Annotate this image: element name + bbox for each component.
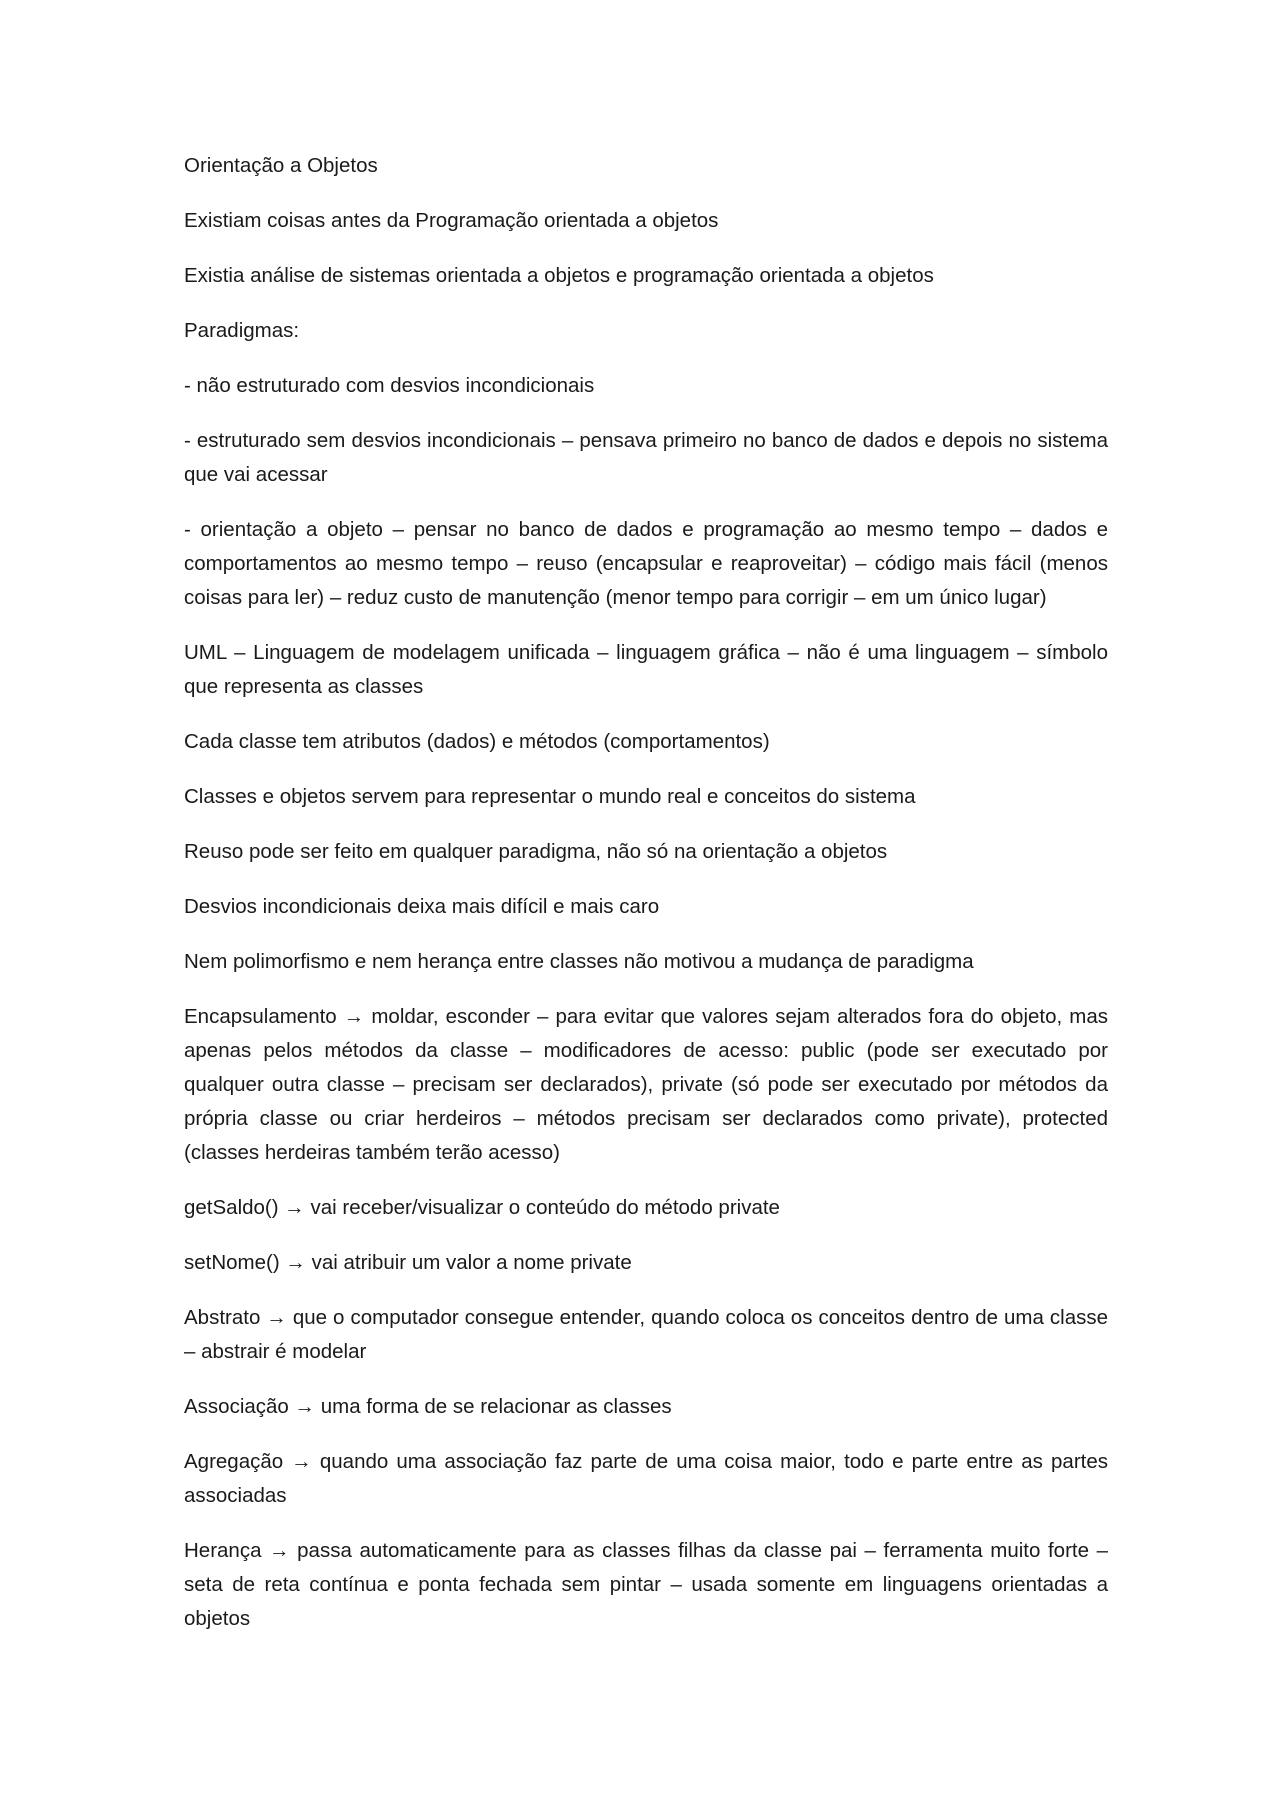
paragraph: Existia análise de sistemas orientada a objetos e programação orientada a objetos [184,264,934,287]
paragraph: getSaldo() → vai receber/visualizar o conteúdo do método private [184,1196,780,1219]
paragraph: Cada classe tem atributos (dados) e métodos (comportamentos) [184,730,770,753]
paragraph: - não estruturado com desvios incondicionais [184,374,595,397]
paragraph: setNome() → vai atribuir um valor a nome private [184,1251,632,1274]
paragraph: Paradigmas: [184,319,300,342]
paragraph: Herança → passa automaticamente para as classes filhas da classe pai – ferramenta muito forte – seta de reta contínua e ponta fechada sem pintar – usada somente em linguagens orientadas a objetos [184,1539,1108,1630]
paragraph: Reuso pode ser feito em qualquer paradigma, não só na orientação a objetos [184,840,888,863]
paragraph: Existiam coisas antes da Programação orientada a objetos [184,209,719,232]
paragraph: Nem polimorfismo e nem herança entre classes não motivou a mudança de paradigma [184,950,974,973]
paragraph: Desvios incondicionais deixa mais difícil e mais caro [184,895,660,918]
paragraph: UML – Linguagem de modelagem unificada – linguagem gráfica – não é uma linguagem – símbolo que representa as classes [184,641,1108,698]
document-title: Orientação a Objetos [184,154,378,177]
paragraph: Agregação → quando uma associação faz parte de uma coisa maior, todo e parte entre as partes associadas [184,1450,1108,1507]
paragraph: Classes e objetos servem para representar o mundo real e conceitos do sistema [184,785,916,808]
document-page [184,149,1108,1657]
paragraph: Encapsulamento → moldar, esconder – para evitar que valores sejam alterados fora do objeto, mas apenas pelos métodos da classe – modificadores de acesso: public (pode ser executado por qualquer outra classe – precisam ser declarados), private (só pode ser executado por métodos da própria classe ou criar herdeiros – métodos precisam ser declarados como private), protected (classes herdeiras também terão acesso) [184,1005,1108,1164]
paragraph: - orientação a objeto – pensar no banco de dados e programação ao mesmo tempo – dados e comportamentos ao mesmo tempo – reuso (encapsular e reaproveitar) – código mais fácil (menos coisas para ler) – reduz custo de manutenção (menor tempo para corrigir – em um único lugar) [184,518,1108,609]
paragraph: - estruturado sem desvios incondicionais – pensava primeiro no banco de dados e depois no sistema que vai acessar [184,429,1108,486]
paragraph: Abstrato → que o computador consegue entender, quando coloca os conceitos dentro de uma classe – abstrair é modelar [184,1306,1108,1363]
paragraph: Associação → uma forma de se relacionar as classes [184,1395,672,1418]
